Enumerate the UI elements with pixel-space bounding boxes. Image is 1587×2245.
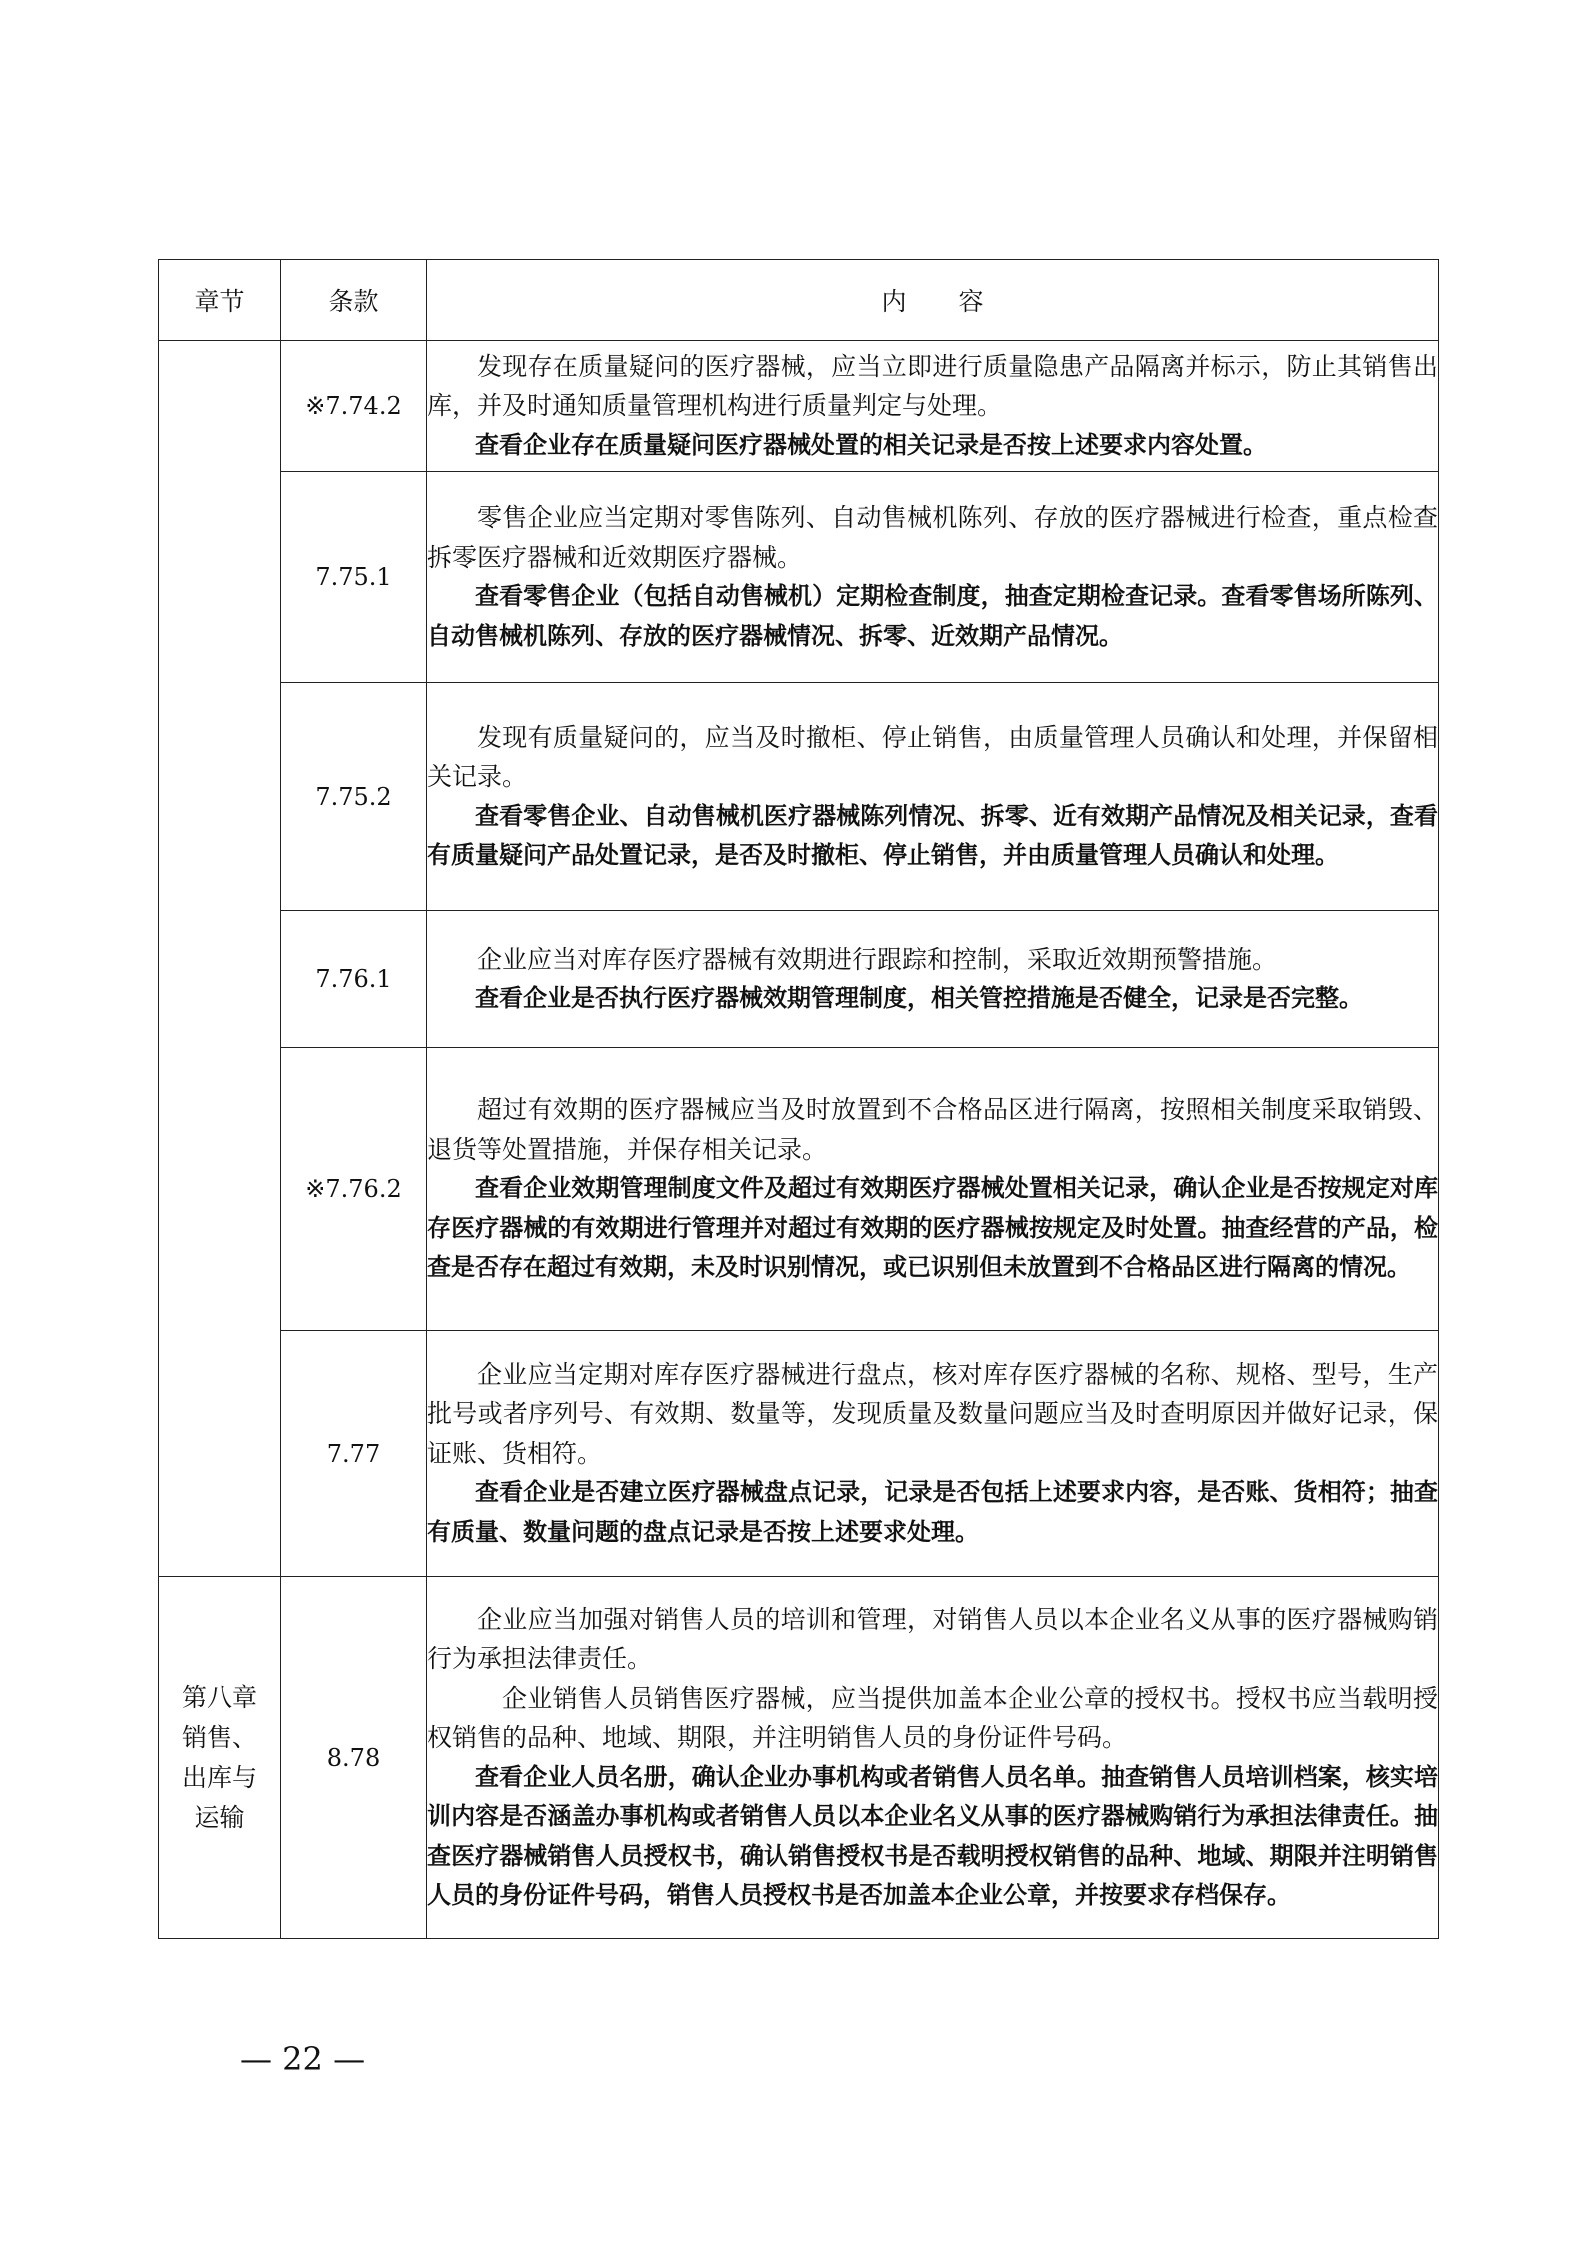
header-content: 内容: [427, 260, 1439, 341]
clause-cell: 7.76.1: [281, 911, 427, 1048]
clause-cell: 8.78: [281, 1577, 427, 1939]
check-method-text: 查看零售企业（包括自动售械机）定期检查制度，抽查定期检查记录。查看零售场所陈列、自动售械机陈列、存放的医疗器械情况、拆零、近效期产品情况。: [427, 582, 1438, 650]
check-method-text: 查看企业是否建立医疗器械盘点记录，记录是否包括上述要求内容，是否账、货相符；抽查有质量、数量问题的盘点记录是否按上述要求处理。: [427, 1478, 1438, 1546]
check-method-text: 查看企业人员名册，确认企业办事机构或者销售人员名单。抽查销售人员培训档案，核实培训内容是否涵盖办事机构或者销售人员以本企业名义从事的医疗器械购销行为承担法律责任。抽查医疗器械销售人员授权书，确认销售授权书是否载明授权销售的品种、地域、期限并注明销售人员的身份证件号码，销售人员授权书是否加盖本企业公章，并按要求存档保存。: [427, 1762, 1438, 1909]
content-cell: [427, 341, 1439, 472]
check-method-text: 查看零售企业、自动售械机医疗器械陈列情况、拆零、近有效期产品情况及相关记录，查看有质量疑问产品处置记录，是否及时撤柜、停止销售，并由质量管理人员确认和处理。: [427, 801, 1438, 869]
clause-cell: 7.75.2: [281, 683, 427, 911]
table-row: [159, 472, 1439, 683]
clause-cell: 7.77: [281, 1331, 427, 1577]
header-clause: 条款: [281, 260, 427, 341]
table-row: [159, 683, 1439, 911]
chapter-line: 运输: [194, 1802, 245, 1832]
requirement-text: 企业应当加强对销售人员的培训和管理，对销售人员以本企业名义从事的医疗器械购销行为承担法律责任。: [427, 1604, 1438, 1673]
chapter-line: 销售、: [181, 1722, 257, 1752]
requirement-text: 企业应当对库存医疗器械有效期进行跟踪和控制，采取近效期预警措施。: [477, 944, 1278, 974]
clause-cell: ※7.74.2: [281, 341, 427, 472]
table-header-row: [159, 260, 1439, 341]
requirement-text: 企业销售人员销售医疗器械，应当提供加盖本企业公章的授权书。授权书应当载明授权销售的品种、地域、期限，并注明销售人员的身份证件号码。: [427, 1683, 1438, 1752]
table-row: [159, 911, 1439, 1048]
table-row: [159, 341, 1439, 472]
content-cell: [427, 911, 1439, 1048]
check-method-text: 查看企业存在质量疑问医疗器械处置的相关记录是否按上述要求内容处置。: [475, 430, 1267, 459]
clause-cell: ※7.76.2: [281, 1048, 427, 1331]
clause-cell: 7.75.1: [281, 472, 427, 683]
content-cell: [427, 1048, 1439, 1331]
table-row: [159, 1331, 1439, 1577]
header-chapter: 章节: [159, 260, 281, 341]
requirement-text: 发现存在质量疑问的医疗器械，应当立即进行质量隐患产品隔离并标示，防止其销售出库，并及时通知质量管理机构进行质量判定与处理。: [427, 351, 1438, 421]
requirement-text: 发现有质量疑问的，应当及时撤柜、停止销售，由质量管理人员确认和处理，并保留相关记录。: [427, 722, 1438, 791]
check-method-text: 查看企业是否执行医疗器械效期管理制度，相关管控措施是否健全，记录是否完整。: [475, 984, 1363, 1012]
chapter-cell-empty: [159, 341, 281, 1577]
table-row: [159, 1048, 1439, 1331]
content-cell: [427, 683, 1439, 911]
content-cell: [427, 1577, 1439, 1939]
table-row: [159, 1577, 1439, 1939]
chapter-line: 出库与: [181, 1762, 257, 1792]
requirement-text: 企业应当定期对库存医疗器械进行盘点，核对库存医疗器械的名称、规格、型号，生产批号或者序列号、有效期、数量等，发现质量及数量问题应当及时查明原因并做好记录，保证账、货相符。: [427, 1359, 1438, 1468]
chapter-line: 第八章: [181, 1682, 257, 1712]
check-method-text: 查看企业效期管理制度文件及超过有效期医疗器械处置相关记录，确认企业是否按规定对库存医疗器械的有效期进行管理并对超过有效期的医疗器械按规定及时处置。抽查经营的产品，检查是否存在超过有效期，未及时识别情况，或已识别但未放置到不合格品区进行隔离的情况。: [427, 1174, 1438, 1282]
inspection-table: [158, 259, 1439, 1939]
requirement-text: 超过有效期的医疗器械应当及时放置到不合格品区进行隔离，按照相关制度采取销毁、退货等处置措施，并保存相关记录。: [427, 1095, 1438, 1164]
page-number: — 22 —: [240, 2040, 366, 2078]
content-cell: [427, 1331, 1439, 1577]
content-cell: [427, 472, 1439, 683]
requirement-text: 零售企业应当定期对零售陈列、自动售械机陈列、存放的医疗器械进行检查，重点检查拆零医疗器械和近效期医疗器械。: [427, 503, 1438, 572]
chapter-cell: [159, 1577, 281, 1939]
